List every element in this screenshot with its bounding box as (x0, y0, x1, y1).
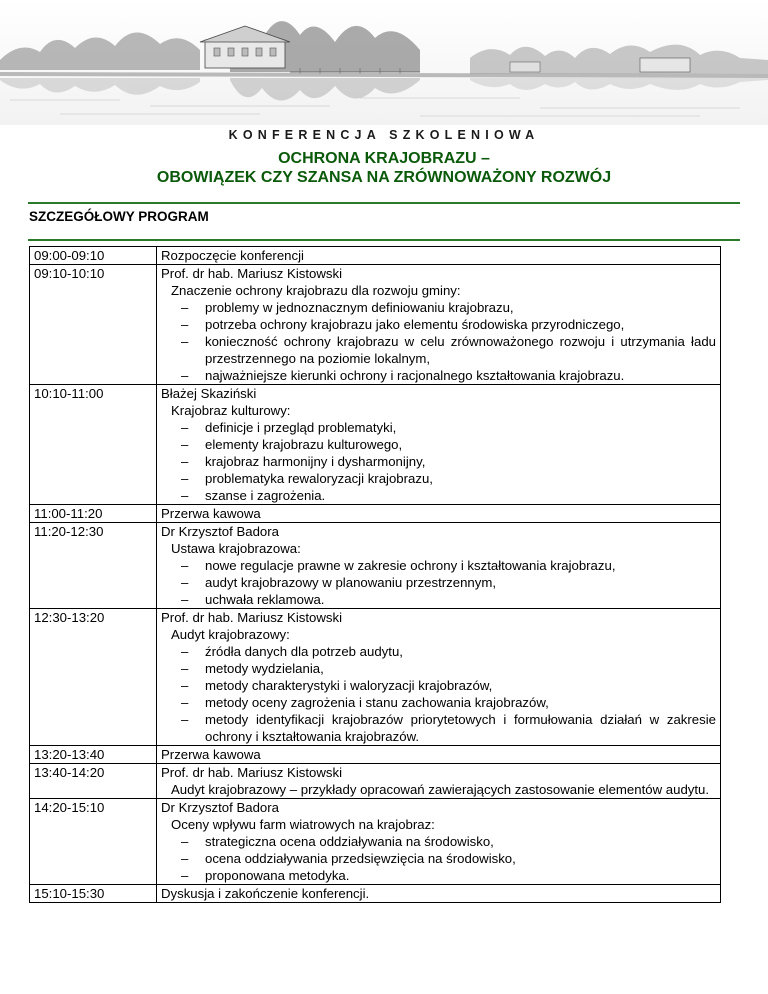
time-slot: 09:00-09:10 (30, 247, 157, 265)
list-item: – potrzeba ochrony krajobrazu jako elementu środowiska przyrodniczego, (181, 316, 716, 333)
time-slot: 09:10-10:10 (30, 265, 157, 385)
speaker-name: Prof. dr hab. Mariusz Kistowski (161, 765, 343, 780)
session-topic: Audyt krajobrazowy – przykłady opracowań zawierających zastosowanie elementów audytu. (171, 782, 710, 797)
list-item: – nowe regulacje prawne w zakresie ochrony i kształtowania krajobrazu, (181, 557, 716, 574)
session-title: Przerwa kawowa (161, 747, 261, 762)
time-slot: 11:20-12:30 (30, 523, 157, 609)
topic-list (161, 643, 716, 745)
list-item: – metody oceny zagrożenia i stanu zachowania krajobrazów, (181, 694, 716, 711)
list-item: – szanse i zagrożenia. (181, 487, 716, 504)
time-slot: 11:00-11:20 (30, 505, 157, 523)
program-row (30, 505, 721, 523)
landscape-banner (0, 0, 768, 125)
speaker-name: Dr Krzysztof Badora (161, 524, 279, 539)
session-title: Przerwa kawowa (161, 506, 261, 521)
list-item: – problemy w jednoznacznym definiowaniu krajobrazu, (181, 299, 716, 316)
topic-list (161, 299, 716, 384)
list-item: – proponowana metodyka. (181, 867, 716, 884)
session-cell (157, 523, 721, 609)
conference-title (0, 149, 768, 187)
conference-type: KONFERENCJA SZKOLENIOWA (228, 128, 540, 142)
list-item: – definicje i przegląd problematyki, (181, 419, 716, 436)
top-divider (28, 202, 740, 204)
session-cell (157, 799, 721, 885)
time-slot: 12:30-13:20 (30, 609, 157, 746)
topic-list (161, 419, 716, 504)
program-row (30, 885, 721, 903)
session-cell (157, 609, 721, 746)
session-cell (157, 764, 721, 799)
list-item: – źródła danych dla potrzeb audytu, (181, 643, 716, 660)
speaker-name: Błażej Skaziński (161, 386, 257, 401)
list-item: – problematyka rewaloryzacji krajobrazu, (181, 470, 716, 487)
session-cell (157, 247, 721, 265)
list-item: – krajobraz harmonijny i dysharmonijny, (181, 453, 716, 470)
list-item: – najważniejsze kierunki ochrony i racjonalnego kształtowania krajobrazu. (181, 367, 716, 384)
session-cell (157, 265, 721, 385)
list-item: – konieczność ochrony krajobrazu w celu zrównoważonego rozwoju i utrzymania ładu przestrzennego na poziomie lokalnym, (181, 333, 716, 367)
program-row (30, 247, 721, 265)
list-item: – strategiczna ocena oddziaływania na środowisko, (181, 833, 716, 850)
topic-list (161, 833, 716, 884)
session-cell (157, 505, 721, 523)
time-slot: 10:10-11:00 (30, 385, 157, 505)
speaker-name: Prof. dr hab. Mariusz Kistowski (161, 266, 343, 281)
list-item: – uchwała reklamowa. (181, 591, 716, 608)
session-cell (157, 885, 721, 903)
title-line-2: OBOWIĄZEK CZY SZANSA NA ZRÓWNOWAŻONY ROZWÓJ (156, 169, 612, 186)
speaker-name: Prof. dr hab. Mariusz Kistowski (161, 610, 343, 625)
time-slot: 15:10-15:30 (30, 885, 157, 903)
session-topic: Krajobraz kulturowy: (171, 403, 291, 418)
list-item: – audyt krajobrazowy w planowaniu przestrzennym, (181, 574, 716, 591)
program-row (30, 385, 721, 505)
session-topic: Audyt krajobrazowy: (171, 627, 290, 642)
speaker-name: Dr Krzysztof Badora (161, 800, 279, 815)
session-topic: Znaczenie ochrony krajobrazu dla rozwoju gminy: (171, 283, 461, 298)
session-title: Dyskusja i zakończenie konferencji. (161, 886, 370, 901)
program-row (30, 764, 721, 799)
section-title: SZCZEGÓŁOWY PROGRAM (29, 209, 209, 224)
list-item: – elementy krajobrazu kulturowego, (181, 436, 716, 453)
session-title: Rozpoczęcie konferencji (161, 248, 304, 263)
session-topic: Ustawa krajobrazowa: (171, 541, 301, 556)
program-table (29, 246, 721, 903)
program-row (30, 523, 721, 609)
section-divider (28, 239, 740, 241)
session-cell (157, 746, 721, 764)
program-row (30, 609, 721, 746)
landscape-sketch-image (0, 0, 768, 125)
list-item: – metody wydzielania, (181, 660, 716, 677)
list-item: – ocena oddziaływania przedsięwzięcia na środowisko, (181, 850, 716, 867)
list-item: – metody charakterystyki i waloryzacji krajobrazów, (181, 677, 716, 694)
session-cell (157, 385, 721, 505)
program-row (30, 799, 721, 885)
time-slot: 14:20-15:10 (30, 799, 157, 885)
session-topic: Oceny wpływu farm wiatrowych na krajobraz: (171, 817, 435, 832)
time-slot: 13:40-14:20 (30, 764, 157, 799)
program-row (30, 746, 721, 764)
list-item: – metody identyfikacji krajobrazów priorytetowych i formułowania działań w zakresie ochrony i kształtowania krajobrazów. (181, 711, 716, 745)
time-slot: 13:20-13:40 (30, 746, 157, 764)
program-row (30, 265, 721, 385)
title-line-1: OCHRONA KRAJOBRAZU – (278, 150, 490, 167)
topic-list (161, 557, 716, 608)
